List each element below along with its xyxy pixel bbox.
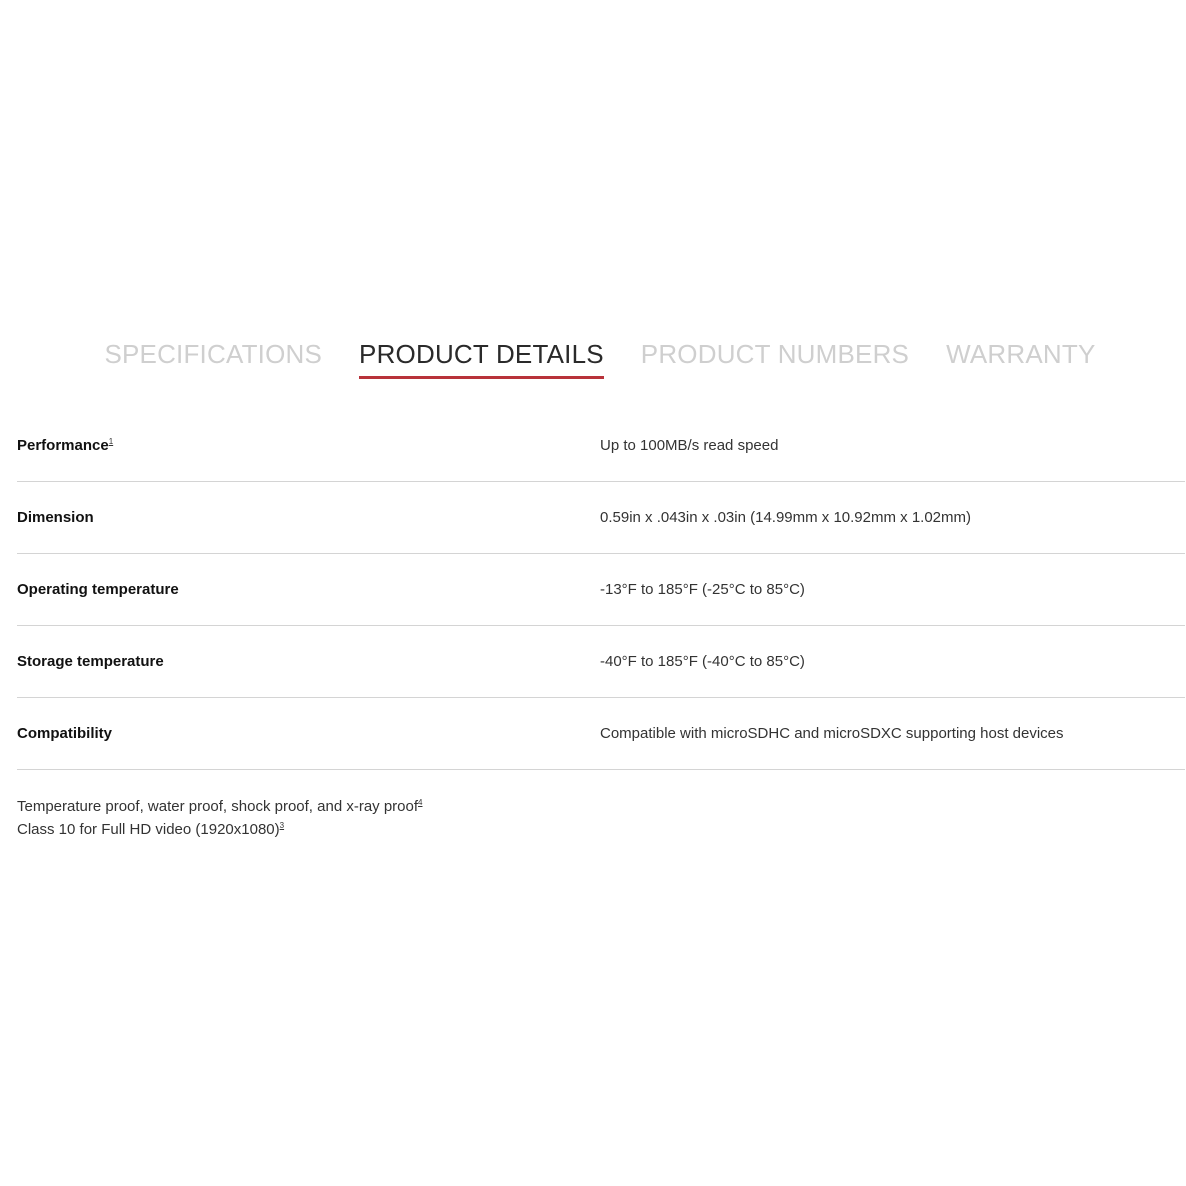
table-row-operating-temperature — [17, 554, 1185, 626]
spec-label: Storage temperature — [17, 653, 164, 670]
spec-label: Operating temperature — [17, 581, 179, 598]
spec-value: Up to 100MB/s read speed — [600, 437, 779, 454]
spec-value: -40°F to 185°F (-40°C to 85°C) — [600, 653, 805, 670]
product-tabs — [0, 338, 1186, 379]
spec-value: 0.59in x .043in x .03in (14.99mm x 10.92mm x 1.02mm) — [600, 509, 972, 526]
note-line: Class 10 for Full HD video (1920x1080)$^3$ — [17, 821, 285, 838]
feature-notes — [17, 795, 422, 841]
table-row-dimension — [17, 482, 1185, 554]
product-details-table — [17, 410, 1185, 770]
table-row-storage-temperature — [17, 626, 1185, 698]
footnote-link[interactable]: 4 — [418, 798, 423, 807]
tab-specifications[interactable]: SPECIFICATIONS — [104, 339, 323, 369]
table-row-compatibility — [17, 698, 1185, 770]
footnote-link[interactable]: 1 — [108, 437, 114, 446]
spec-value: Compatible with microSDHC and microSDXC supporting host devices — [600, 725, 1064, 742]
tab-product-numbers[interactable]: PRODUCT NUMBERS — [640, 339, 910, 369]
spec-label: Performance$^1$ — [17, 437, 114, 454]
table-row-performance — [17, 410, 1185, 482]
note-line: Temperature proof, water proof, shock proof, and x-ray proof$^4$ — [17, 798, 423, 815]
footnote-link[interactable]: 3 — [279, 821, 285, 830]
tab-warranty[interactable]: WARRANTY — [946, 339, 1096, 369]
spec-label: Dimension — [17, 509, 94, 526]
spec-value: -13°F to 185°F (-25°C to 85°C) — [600, 581, 805, 598]
tab-product-details[interactable]: PRODUCT DETAILS — [359, 338, 604, 379]
spec-label: Compatibility — [17, 725, 113, 742]
